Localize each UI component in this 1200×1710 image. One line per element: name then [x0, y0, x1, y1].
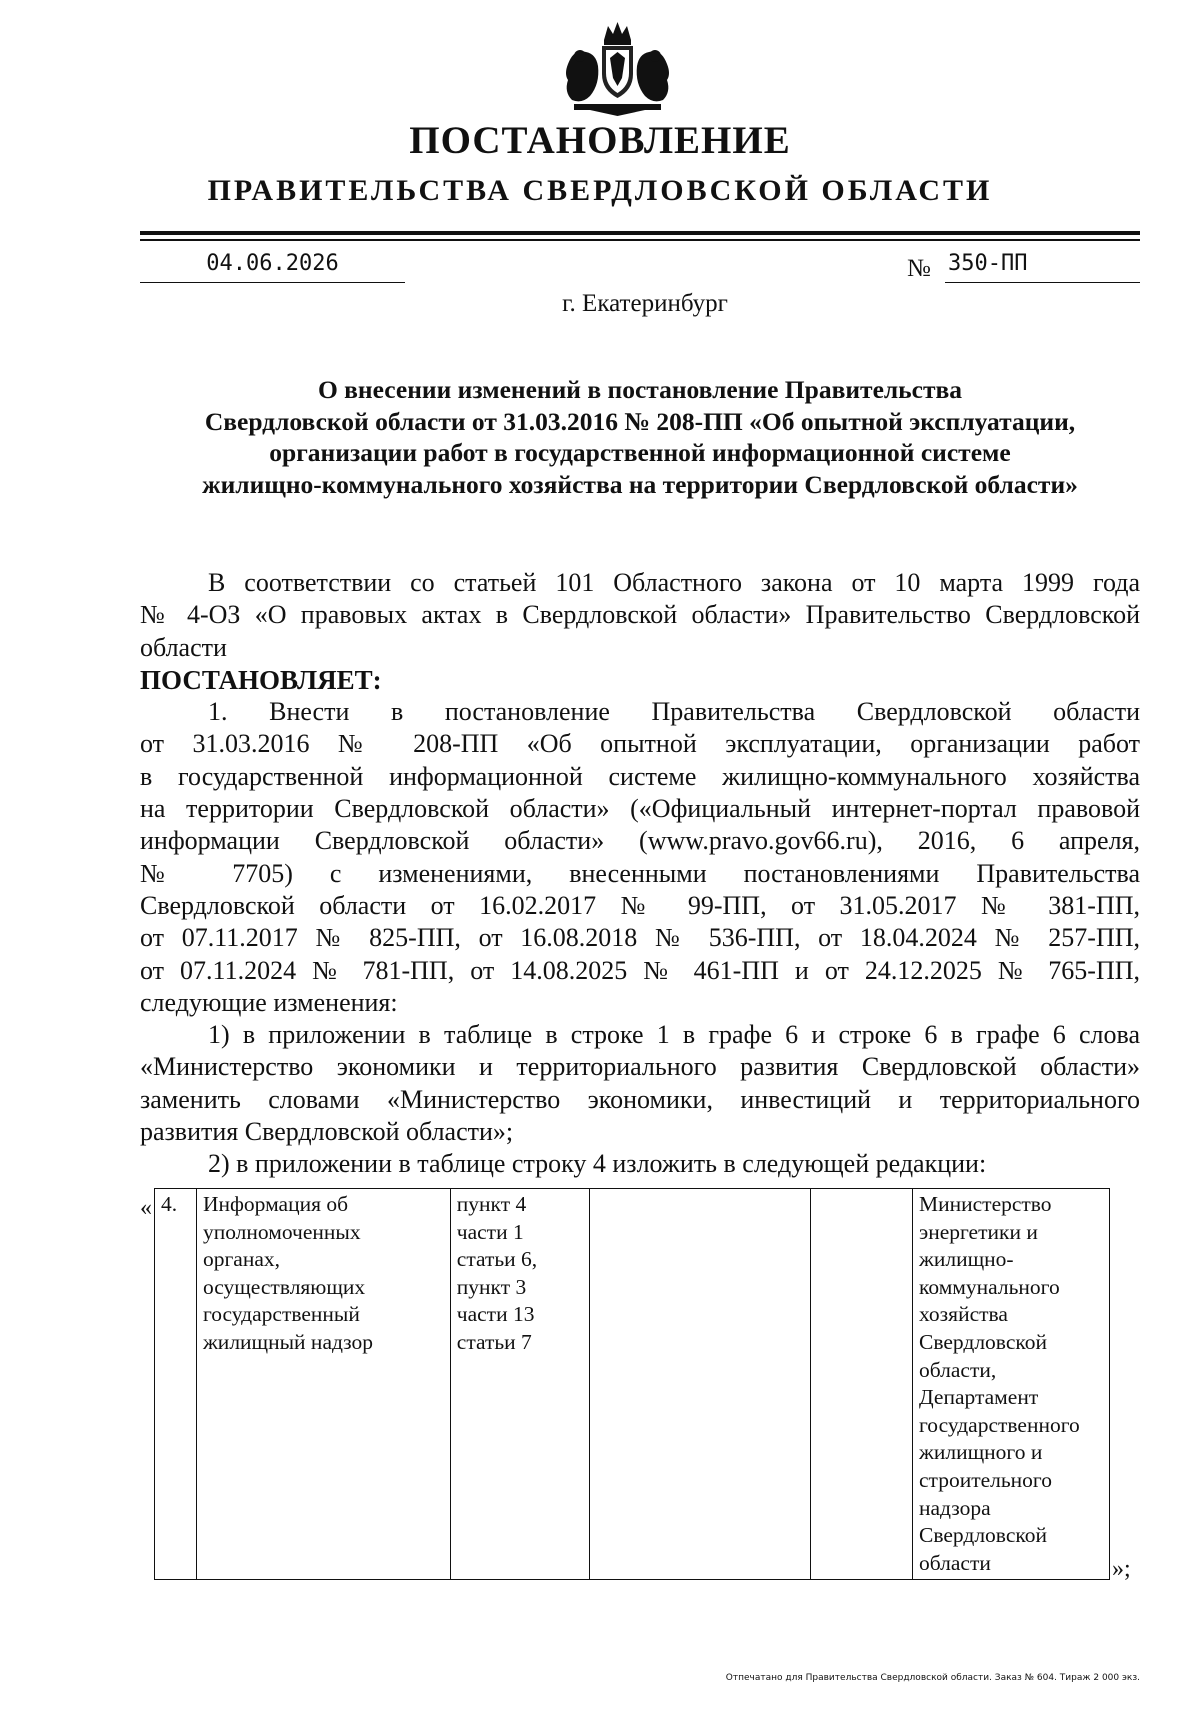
- item1-line: от 07.11.2017 № 825-ПП, от 16.08.2018 № 536-ПП, от 18.04.2024 № 257-ПП,: [140, 923, 1140, 953]
- header-rule: [140, 231, 1140, 235]
- cell-responsible-body: Министерство энергетики и жилищно- коммунального хозяйства Свердловской области, Департамент государственного жилищного и строительного надзора Свердловской области: [913, 1189, 1110, 1580]
- item1-line: на территории Свердловской области» («Официальный интернет-портал правовой: [140, 794, 1140, 824]
- preamble-line: области: [140, 632, 227, 662]
- cell-empty-5: [811, 1189, 913, 1580]
- document-title: ПОСТАНОВЛЕНИЕ: [409, 119, 791, 162]
- resolves-heading: ПОСТАНОВЛЯЕТ:: [140, 664, 382, 695]
- item1-line: № 7705) с изменениями, внесенными постановлениями Правительства: [140, 858, 1140, 888]
- document-number: 350-ПП: [948, 251, 1028, 276]
- item1-line: 1. Внести в постановление Правительства Свердловской области: [208, 697, 1140, 727]
- table-open-quote: «: [140, 1195, 152, 1221]
- cell-information-name: Информация об уполномоченных органах, осуществляющих государственный жилищный надзор: [196, 1189, 450, 1580]
- item1-line: следующие изменения:: [140, 987, 398, 1017]
- item1-line: от 07.11.2024 № 781-ПП, от 14.08.2025 № 461-ПП и от 24.12.2025 № 765-ПП,: [140, 955, 1140, 985]
- subitem1-line: развития Свердловской области»;: [140, 1117, 514, 1147]
- document-date: 04.06.2026: [206, 251, 339, 276]
- amendment-table: [154, 1188, 1110, 1580]
- document-body: [140, 567, 1140, 1181]
- subitem2-line: 2) в приложении в таблице строку 4 изложить в следующей редакции:: [208, 1149, 987, 1179]
- item1-line: информации Свердловской области» (www.pravo.gov66.ru), 2016, 6 апреля,: [140, 826, 1140, 856]
- preamble-line: В соответствии со статьей 101 Областного закона от 10 марта 1999 года: [208, 568, 1140, 597]
- document-subject: [140, 374, 1140, 500]
- subitem1-line: «Министерство экономики и территориального развития Свердловской области»: [140, 1052, 1140, 1082]
- table-row: [155, 1189, 1110, 1580]
- print-imprint: Отпечатано для Правительства Свердловской области. Заказ № 604. Тираж 2 000 экз.: [725, 1673, 1140, 1683]
- city: г. Екатеринбург: [562, 290, 728, 317]
- subject-line: Свердловской области от 31.03.2016 № 208-ПП «Об опытной эксплуатации,: [204, 406, 1076, 436]
- subject-line: О внесении изменений в постановление Правительства: [317, 375, 963, 404]
- preamble-line: № 4-ОЗ «О правовых актах в Свердловской области» Правительство Свердловской: [140, 600, 1140, 630]
- subject-line: жилищно-коммунального хозяйства на территории Свердловской области»: [202, 469, 1078, 499]
- item1-line: Свердловской области от 16.02.2017 № 99-ПП, от 31.05.2017 № 381-ПП,: [140, 890, 1140, 920]
- number-sign: №: [907, 255, 931, 282]
- cell-row-number: 4.: [155, 1189, 197, 1580]
- cell-legal-basis: пункт 4 части 1 статьи 6, пункт 3 части 13 статьи 7: [450, 1189, 589, 1580]
- item1-line: от 31.03.2016 № 208-ПП «Об опытной эксплуатации, организации работ: [140, 729, 1140, 759]
- subitem1-line: заменить словами «Министерство экономики, инвестиций и территориального: [140, 1084, 1140, 1114]
- number-underline: [945, 282, 1140, 283]
- date-underline: [140, 282, 405, 283]
- table-close-quote: »;: [1112, 1556, 1131, 1582]
- coat-of-arms-icon: [560, 18, 675, 118]
- header-rule-thin: [140, 239, 1140, 241]
- item1-line: в государственной информационной системе жилищно-коммунального хозяйства: [140, 761, 1140, 791]
- cell-empty-4: [589, 1189, 811, 1580]
- subject-line: организации работ в государственной информационной системе: [269, 438, 1011, 467]
- issuer-name: ПРАВИТЕЛЬСТВА СВЕРДЛОВСКОЙ ОБЛАСТИ: [207, 174, 993, 207]
- subitem1-line: 1) в приложении в таблице в строке 1 в графе 6 и строке 6 в графе 6 слова: [208, 1020, 1140, 1050]
